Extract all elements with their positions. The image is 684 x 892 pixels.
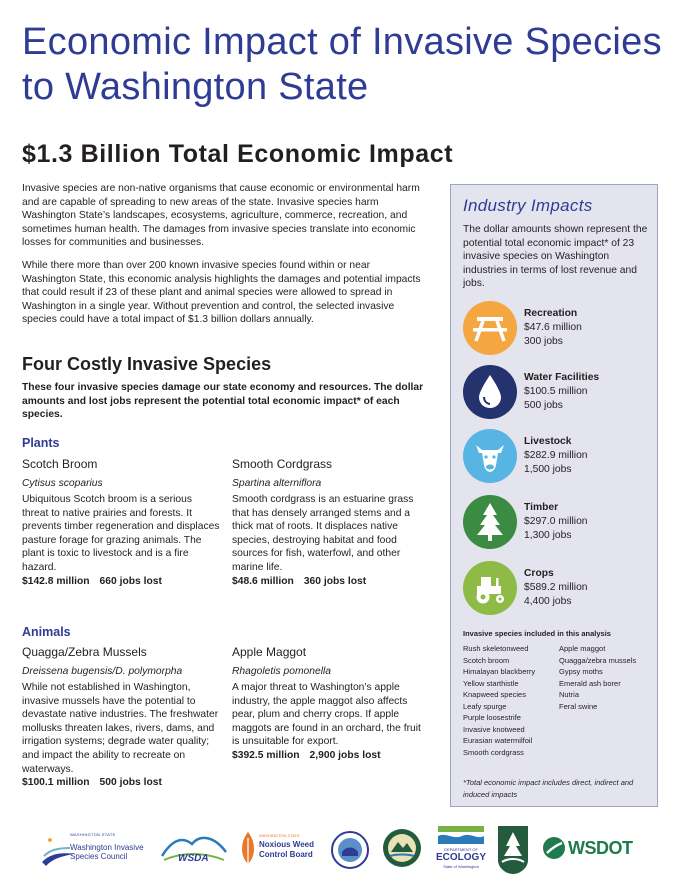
species-description: While not established in Washington, invasive mussels have the potential to devastate native industries. The freshwater mollusks threaten lakes, rivers, dams, and irrigation systems; degrade water quality; and impact the ability to recreate on waterways. (22, 682, 219, 775)
water-drop-icon (463, 365, 517, 419)
list-item: Gypsy moths (559, 667, 603, 676)
list-item: Emerald ash borer (559, 678, 621, 688)
impact-name: Timber (524, 502, 559, 513)
impact-water-facilities (463, 365, 658, 423)
wisc-name-line2: Species Council (70, 852, 128, 861)
wisc-logo (40, 826, 150, 871)
impact-livestock (463, 429, 658, 487)
impact-name: Livestock (524, 436, 572, 447)
sidebar-description: The dollar amounts shown represent the potential total economic impact* of 23 invasive species on Washington industries in terms of lost revenue and jobs. (463, 224, 648, 290)
impact-jobs: 1,500 jobs (524, 464, 572, 475)
wsdot-road-icon (542, 836, 566, 860)
weed-leaf-icon (238, 830, 258, 866)
weed-small-text: WASHINGTON STATE (259, 833, 300, 838)
ecology-logo (436, 824, 486, 876)
intro-text (22, 182, 425, 327)
dnr-seal-logo (382, 824, 422, 872)
list-item: Scotch broom (463, 655, 510, 665)
cow-icon (463, 429, 517, 483)
list-item: Smooth cordgrass (463, 747, 524, 757)
impact-jobs: 500 jobs (524, 400, 563, 411)
impact-name: Recreation (524, 308, 578, 319)
impact-jobs: 300 jobs (524, 336, 563, 347)
wsda-logo (158, 830, 230, 868)
seal-icon (330, 830, 370, 870)
fish-wildlife-logo (496, 824, 530, 876)
species-description: Smooth cordgrass is an estuarine grass that has densely arranged stems and a thick mat of roots. It displaces native species, destroying habitat and food sources for fish, waterfowl, and other marine life. (232, 494, 414, 573)
species-name: Smooth Cordgrass (232, 457, 333, 471)
species-smooth-cordgrass (232, 457, 430, 588)
weed-line2: Control Board (259, 850, 313, 859)
species-scientific-name: Spartina alterniflora (232, 478, 322, 489)
four-species-title: Four Costly Invasive Species (22, 354, 272, 374)
fish-wildlife-badge-icon (496, 824, 530, 876)
wsdot-text: WSDOT (568, 838, 633, 858)
species-cost (232, 575, 430, 589)
list-item: Himalayan blackberry (463, 667, 536, 676)
tree-icon (463, 495, 517, 549)
partner-logos (0, 812, 684, 887)
list-item: Invasive knotweed (463, 724, 525, 734)
dnr-seal-icon (382, 824, 422, 872)
list-item: Rush skeletonweed (463, 644, 529, 653)
species-apple-maggot (232, 645, 430, 763)
list-item: Quagga/zebra mussels (559, 655, 637, 665)
four-species-desc: These four invasive species damage our state economy and resources. The dollar amounts and lost jobs represent the potential total economic impact* of each species. (22, 382, 424, 421)
list-item: Knapweed species (463, 690, 526, 699)
species-cost (232, 749, 430, 763)
species-jobs-lost: 360 jobs lost (303, 575, 367, 587)
list-item: Feral swine (559, 701, 598, 711)
species-scientific-name: Rhagoletis pomonella (232, 666, 332, 677)
species-cost-amount: $100.1 million (22, 777, 90, 789)
impact-recreation (463, 301, 658, 359)
ecology-small-text: DEPARTMENT OF (444, 847, 478, 852)
ecology-waves-icon (436, 824, 486, 846)
species-name: Quagga/Zebra Mussels (22, 645, 147, 659)
species-jobs-lost: 660 jobs lost (99, 575, 162, 587)
intro-paragraph-1: Invasive species are non-native organisms that cause economic or environmental harm and are capable of spreading to new areas of the state. Invasive species harm Washington State’s landscapes, ecosystems, agriculture, commerce, recreation, and sometimes human health. The damages from invasive species translate into economic losses for communities and businesses. (22, 183, 420, 249)
species-description: Ubiquitous Scotch broom is a serious threat to native prairies and forests. It prevents timber regeneration and displaces pasture forage for grazing animals. The plant is toxic to livestock and is a fire hazard. (22, 494, 220, 573)
species-name: Scotch Broom (22, 457, 98, 471)
species-list-col1 (463, 643, 535, 758)
tractor-icon (463, 561, 517, 615)
page-title: Economic Impact of Invasive Species to Washington State (22, 21, 662, 108)
list-item: Yellow starthistle (463, 678, 519, 688)
footnote: *Total economic impact includes direct, indirect and induced impacts (463, 778, 634, 799)
species-cost (22, 575, 220, 589)
species-scientific-name: Cytisus scoparius (22, 478, 103, 489)
noxious-weed-logo (238, 830, 320, 870)
ecology-state-text: State of Washington (443, 864, 479, 869)
species-jobs-lost: 500 jobs lost (99, 777, 162, 789)
picnic-table-icon (463, 301, 517, 355)
sidebar-title: Industry Impacts (463, 196, 593, 215)
wsdot-logo (542, 834, 634, 864)
impact-amount: $47.6 million (524, 322, 582, 333)
impact-jobs: 1,300 jobs (524, 530, 572, 541)
state-seal-logo (330, 830, 370, 870)
page-subtitle: $1.3 Billion Total Economic Impact (22, 140, 454, 168)
species-cost-amount: $392.5 million (232, 749, 300, 761)
impact-name: Crops (524, 568, 554, 579)
industry-impacts-sidebar (450, 184, 658, 807)
plants-heading: Plants (22, 436, 60, 450)
list-item: Leafy spurge (463, 701, 507, 711)
impact-timber (463, 495, 658, 553)
species-cost-amount: $142.8 million (22, 575, 90, 587)
species-name: Apple Maggot (232, 645, 307, 659)
impact-name: Water Facilities (524, 372, 600, 383)
weed-line1: Noxious Weed (259, 840, 314, 849)
animals-heading: Animals (22, 625, 71, 639)
list-item: Eurasian watermilfoil (463, 736, 533, 745)
species-scientific-name: Dreissena bugensis/D. polymorpha (22, 666, 183, 677)
impact-amount: $589.2 million (524, 582, 588, 593)
wsda-text: WSDA (178, 853, 209, 864)
ecology-text: ECOLOGY (436, 852, 487, 863)
species-scotch-broom (22, 457, 220, 588)
impact-crops (463, 561, 658, 619)
species-list-col2 (559, 643, 636, 712)
impact-jobs: 4,400 jobs (524, 596, 572, 607)
species-cost (22, 776, 220, 790)
wisc-small-text: WASHINGTON STATE (70, 832, 116, 837)
species-list-title: Invasive species included in this analysis (463, 629, 611, 638)
list-item: Apple maggot (559, 644, 606, 653)
list-item: Purple loosestrife (463, 713, 521, 722)
species-description: A major threat to Washington’s apple industry, the apple maggot also affects pear, plum and cherry crops. If apple maggots are found in an orchard, the fruit is unsuitable for export. (232, 682, 421, 748)
species-quagga-zebra-mussels (22, 645, 220, 790)
species-cost-amount: $48.6 million (232, 575, 294, 587)
impact-amount: $100.5 million (524, 386, 588, 397)
list-item: Nutria (559, 690, 580, 699)
wisc-name-line1: Washington Invasive (70, 843, 144, 852)
impact-amount: $282.9 million (524, 450, 588, 461)
intro-paragraph-2: While there more than over 200 known invasive species found within or near Washington State, this economic analysis highlights the damages and potential impacts that could result if 23 of these plant and animal species were allowed to spread in Washington in a single year. Without prevention and control, the selected invasive species could have a total impact of $1.3 billion dollars annually. (22, 259, 421, 326)
impact-amount: $297.0 million (524, 516, 588, 527)
species-jobs-lost: 2,900 jobs lost (309, 749, 381, 761)
